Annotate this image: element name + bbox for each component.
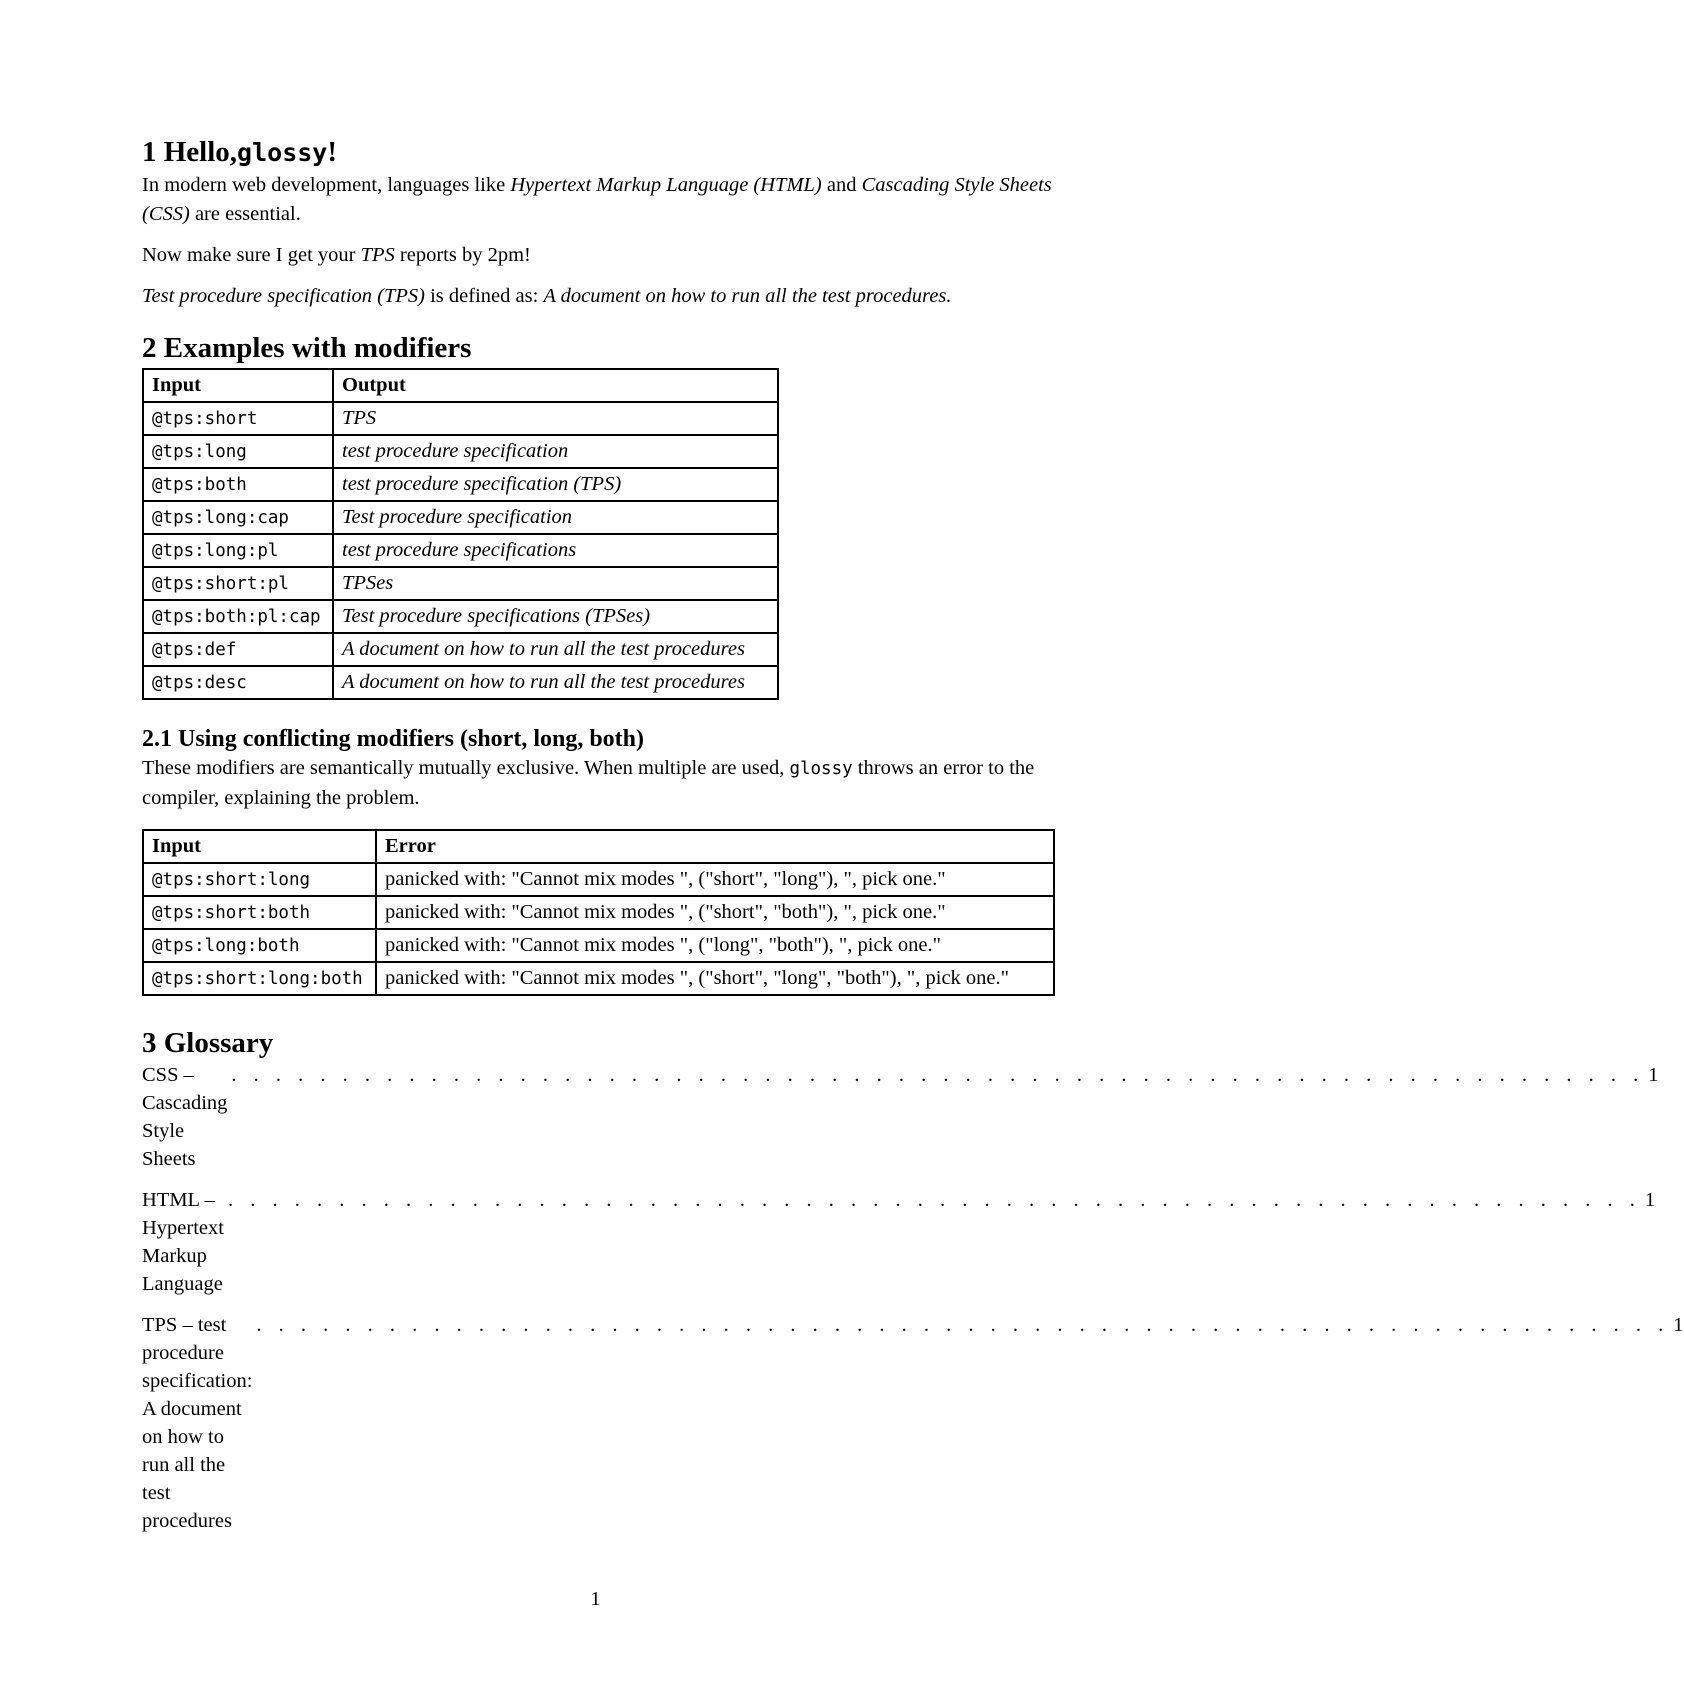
table-row — [143, 962, 1054, 995]
error-cell: panicked with: "Cannot mix modes ", ("short", "long", "both"), ", pick one." — [376, 962, 1054, 995]
heading-text: Examples with modifiers — [163, 332, 472, 364]
tps-paragraph — [142, 241, 1054, 270]
glossary-entry-text: HTML – Hypertext Markup Language — [142, 1189, 224, 1295]
glossary-entry-text: TPS – test procedure specification: A document on how to run all the test procedures — [142, 1314, 253, 1532]
heading-text: Using conflicting modifiers (short, long, both) — [178, 726, 645, 752]
section-1-heading — [142, 134, 1054, 171]
input-cell: @tps:short:both — [143, 896, 376, 929]
table-row — [143, 501, 778, 534]
header-error: Error — [376, 830, 1054, 863]
header-input: Input — [143, 830, 376, 863]
section-number: 3 — [142, 1027, 157, 1059]
input-cell: @tps:def — [143, 633, 333, 666]
glossary-term[interactable]: Test procedure specification (TPS) — [142, 285, 425, 307]
text: throws an error to the compiler, explaining the problem. — [142, 757, 1035, 809]
table-row — [143, 666, 778, 699]
table-row — [143, 468, 778, 501]
inline-code: glossy — [789, 759, 853, 779]
heading-code: glossy — [237, 138, 328, 167]
text: and — [826, 174, 857, 196]
output-cell: A document on how to run all the test procedures — [333, 666, 778, 699]
glossary-entry-tps[interactable] — [142, 1311, 1684, 1535]
page-number: 1 — [590, 1588, 601, 1610]
glossary-ref-tps[interactable]: TPS — [360, 244, 395, 266]
input-cell: @tps:long:pl — [143, 534, 333, 567]
text: is defined as: — [430, 285, 539, 307]
text: In modern web development, languages like — [142, 174, 506, 196]
glossary-ref-html[interactable]: Hypertext Markup Language (HTML) — [510, 174, 822, 196]
table-row — [143, 929, 1054, 962]
input-cell: @tps:short:long — [143, 863, 376, 896]
glossary-ref-css[interactable]: Cascading Style Sheets (CSS) — [142, 174, 1052, 225]
leader-dots: . . . . . . . . . . . . . . . . . . . . . . . . . . . . . . . . . . . . . . . . . . . . . . . . . . . . . . . . . . . . . . . . — [231, 1064, 1645, 1086]
glossary-page-ref[interactable]: 1 — [1648, 1064, 1659, 1086]
leader-dots: . . . . . . . . . . . . . . . . . . . . . . . . . . . . . . . . . . . . . . . . . . . . . . . . . . . . . . . . . . . . . . . . — [227, 1189, 1641, 1211]
output-cell: TPSes — [333, 567, 778, 600]
text: reports by 2pm! — [399, 244, 531, 266]
error-cell: panicked with: "Cannot mix modes ", ("long", "both"), ", pick one." — [376, 929, 1054, 962]
input-cell: @tps:short — [143, 402, 333, 435]
definition-paragraph — [142, 282, 1054, 311]
text: are essential. — [194, 203, 301, 225]
conflict-paragraph — [142, 754, 1054, 813]
leader-dots: . . . . . . . . . . . . . . . . . . . . . . . . . . . . . . . . . . . . . . . . . . . . . . . . . . . . . . . . . . . . . . . . — [256, 1314, 1670, 1336]
section-number: 1 — [142, 136, 157, 168]
table-header-row — [143, 830, 1054, 863]
header-output: Output — [333, 369, 778, 402]
output-cell: test procedure specifications — [333, 534, 778, 567]
input-cell: @tps:desc — [143, 666, 333, 699]
table-row — [143, 600, 778, 633]
input-cell: @tps:short:long:both — [143, 962, 376, 995]
table-row — [143, 402, 778, 435]
table-row — [143, 633, 778, 666]
text: These modifiers are semantically mutually exclusive. When multiple are used, — [142, 757, 785, 779]
output-cell: Test procedure specification — [333, 501, 778, 534]
heading-text: Glossary — [163, 1027, 274, 1059]
section-number: 2.1 — [142, 726, 172, 752]
input-cell: @tps:both:pl:cap — [143, 600, 333, 633]
output-cell: A document on how to run all the test procedures — [333, 633, 778, 666]
error-cell: panicked with: "Cannot mix modes ", ("short", "long"), ", pick one." — [376, 863, 1054, 896]
section-3-heading — [142, 1025, 1054, 1061]
input-cell: @tps:long:cap — [143, 501, 333, 534]
section-2-heading — [142, 330, 1054, 366]
heading-text-end: ! — [327, 136, 338, 168]
modifiers-table — [142, 368, 779, 700]
input-cell: @tps:both — [143, 468, 333, 501]
glossary-page-ref[interactable]: 1 — [1644, 1189, 1656, 1211]
intro-paragraph — [142, 171, 1054, 229]
glossary-entry-css[interactable] — [142, 1061, 1659, 1173]
section-2-1-heading — [142, 724, 1054, 754]
section-number: 2 — [142, 332, 157, 364]
conflict-table — [142, 829, 1055, 996]
glossary-page-ref[interactable]: 1 — [1673, 1314, 1684, 1336]
table-row — [143, 863, 1054, 896]
output-cell: test procedure specification — [333, 435, 778, 468]
output-cell: Test procedure specifications (TPSes) — [333, 600, 778, 633]
table-row — [143, 567, 778, 600]
output-cell: TPS — [333, 402, 778, 435]
table-row — [143, 435, 778, 468]
definition-text: A document on how to run all the test procedures. — [543, 285, 952, 307]
text: Now make sure I get your — [142, 244, 356, 266]
glossary-entry-html[interactable] — [142, 1186, 1656, 1298]
table-row — [143, 534, 778, 567]
error-cell: panicked with: "Cannot mix modes ", ("short", "both"), ", pick one." — [376, 896, 1054, 929]
table-row — [143, 896, 1054, 929]
output-cell: test procedure specification (TPS) — [333, 468, 778, 501]
page-content — [142, 134, 1684, 1535]
glossary-entry-text: CSS – Cascading Style Sheets — [142, 1064, 228, 1170]
input-cell: @tps:short:pl — [143, 567, 333, 600]
header-input: Input — [143, 369, 333, 402]
input-cell: @tps:long:both — [143, 929, 376, 962]
input-cell: @tps:long — [143, 435, 333, 468]
table-header-row — [143, 369, 778, 402]
heading-text: Hello, — [163, 136, 238, 168]
